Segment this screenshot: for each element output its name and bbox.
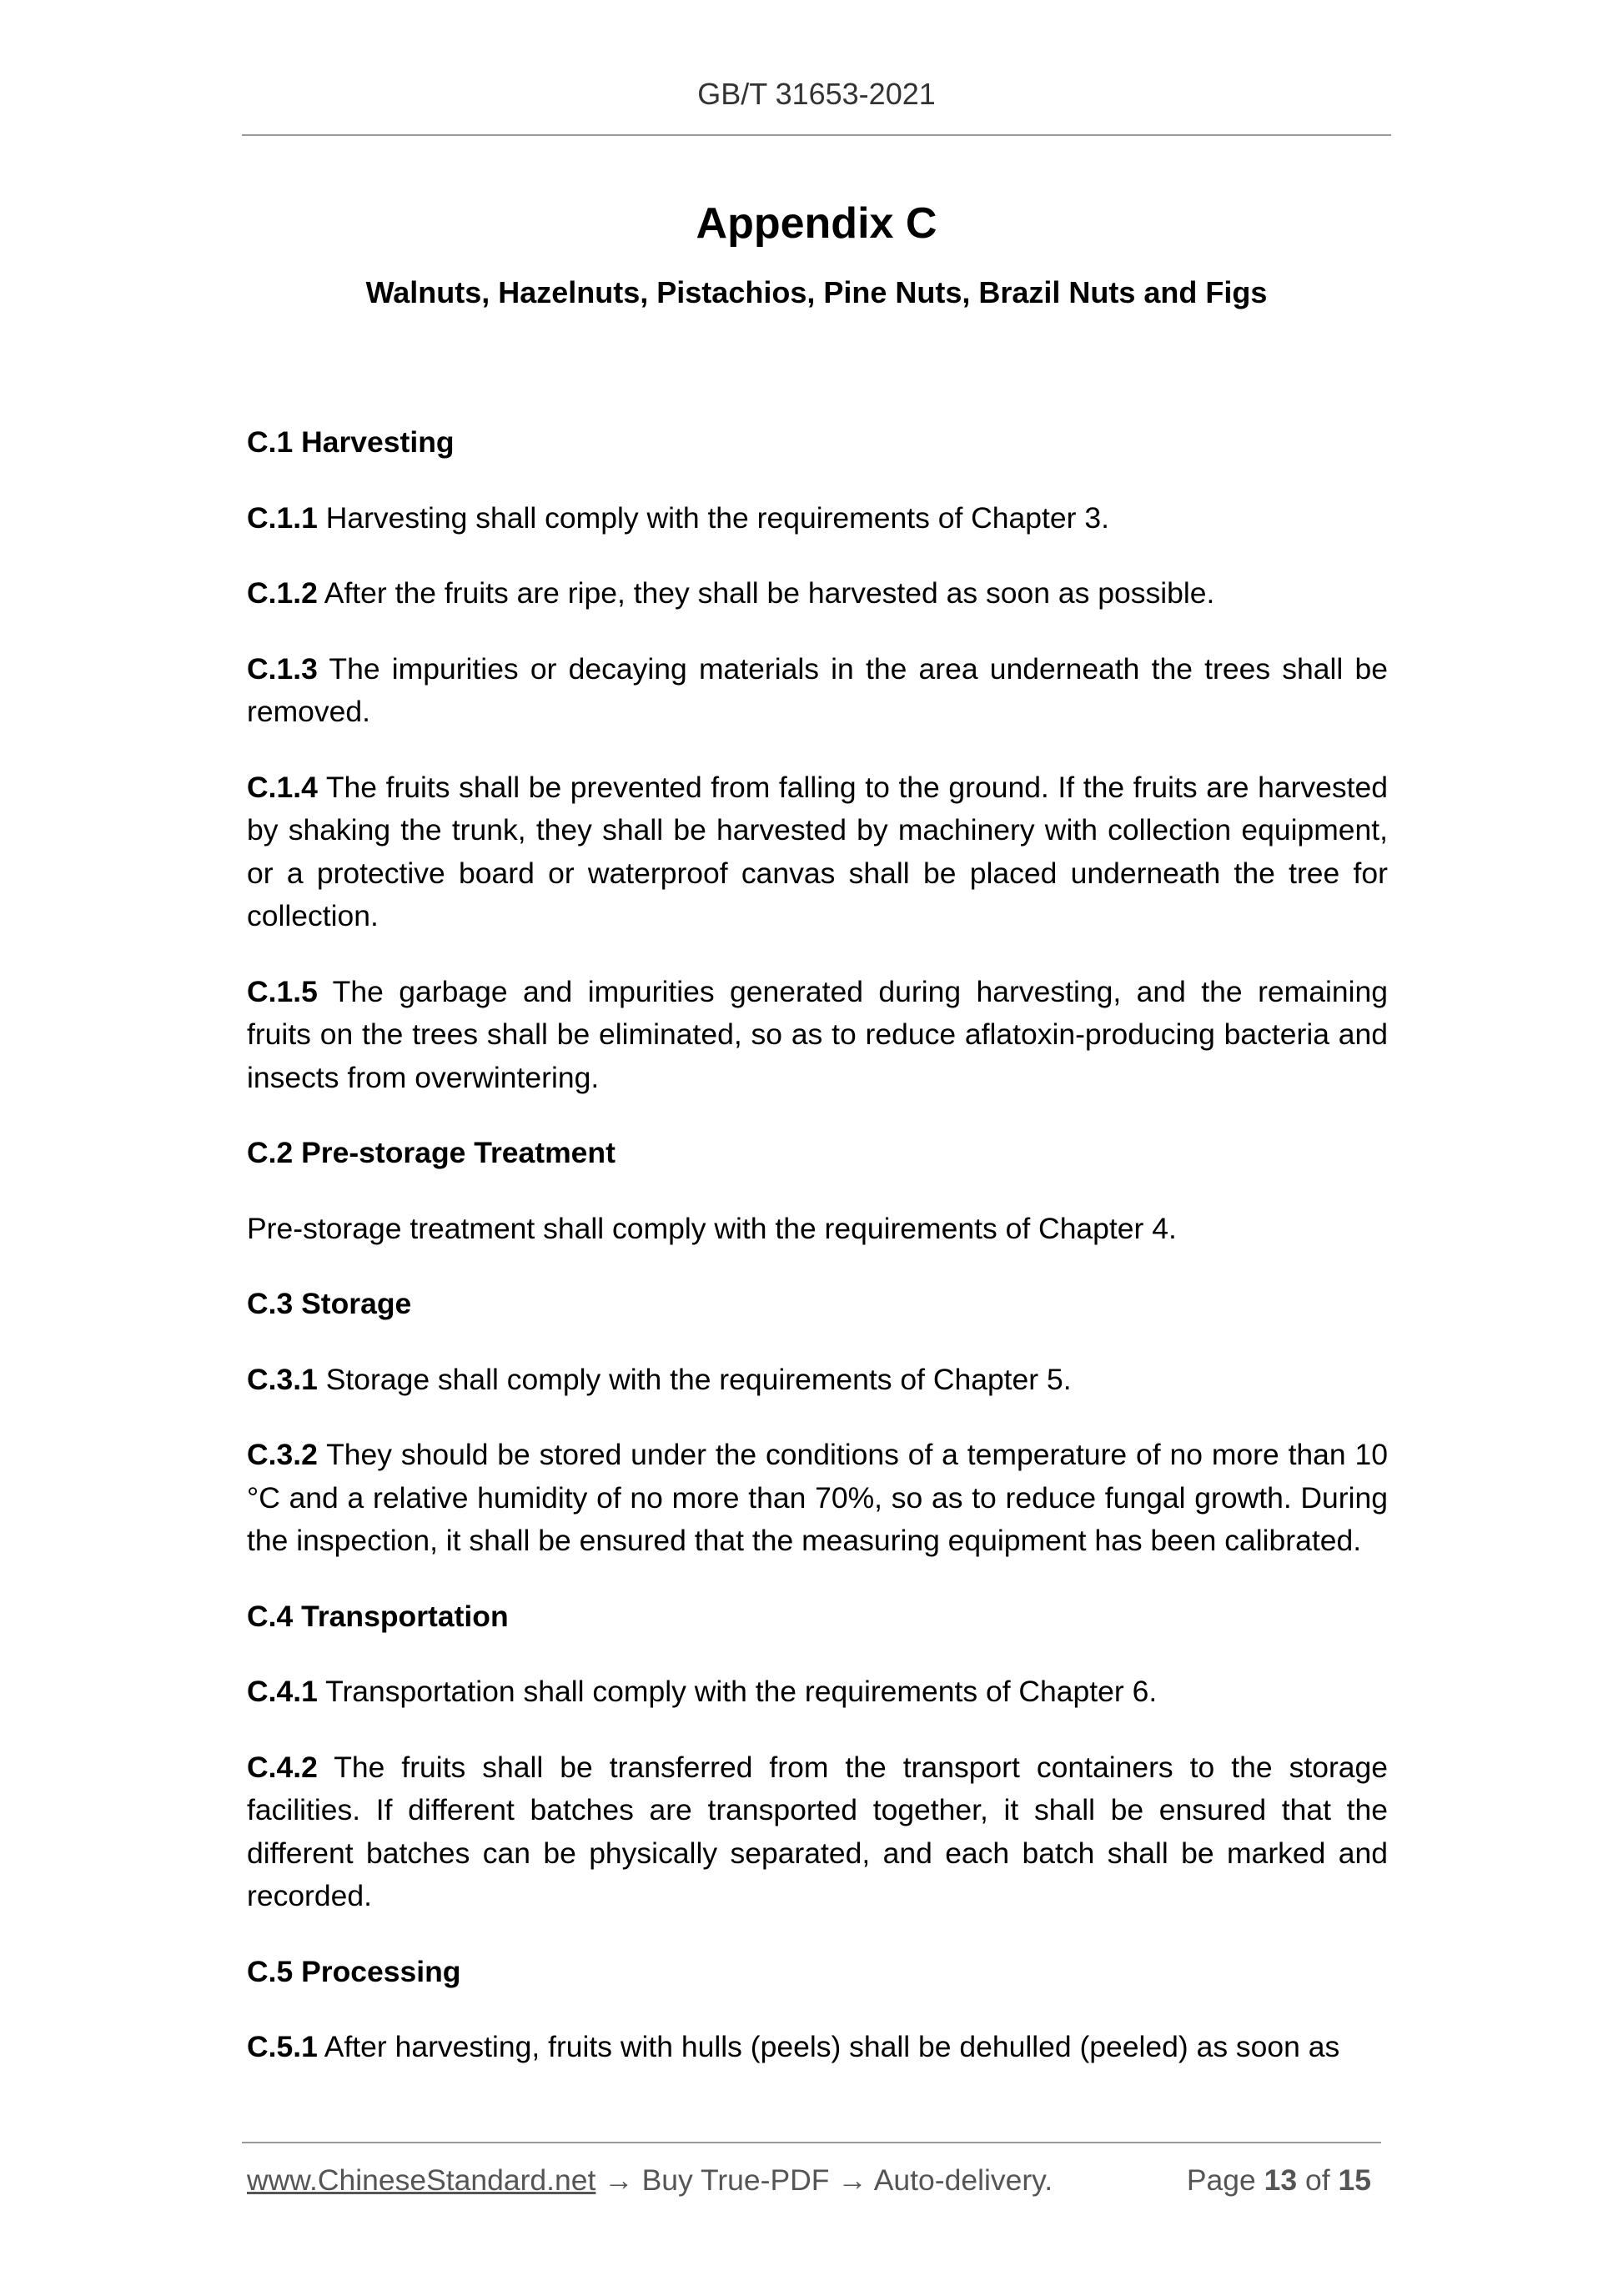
website-link[interactable]: www.ChineseStandard.net	[247, 2163, 596, 2197]
page-header-standard-code: GB/T 31653-2021	[697, 77, 936, 111]
appendix-title: Appendix C	[696, 199, 937, 248]
clause-c1-4	[247, 766, 1388, 938]
appendix-subtitle: Walnuts, Hazelnuts, Pistachios, Pine Nuts, Brazil Nuts and Figs	[365, 275, 1268, 309]
clause-c1-5	[247, 971, 1388, 1100]
section-c2-text: Pre-storage treatment shall comply with the requirements of Chapter 4.	[247, 1211, 1177, 1245]
section-heading-c5: C.5 Processing	[247, 1954, 461, 1988]
clause-text: The fruits shall be prevented from falling to the ground. If the fruits are harvested by shaking the trunk, they shall be harvested by machinery with collection equipment, or a protective board or waterproof canvas shall be placed underneath the tree for collection.	[247, 770, 1388, 932]
clause-number: C.3.1	[247, 1362, 318, 1396]
clause-number: C.1.2	[247, 576, 318, 610]
clause-text: After harvesting, fruits with hulls (peels) shall be dehulled (peeled) as soon as	[317, 2030, 1340, 2063]
footer-promo-text: → Buy True-PDF → Auto-delivery.	[595, 2163, 1053, 2197]
document-body	[247, 421, 1388, 2069]
clause-c3-2	[247, 1434, 1388, 1563]
clause-number: C.1.1	[247, 500, 318, 535]
clause-text: Harvesting shall comply with the requirements of Chapter 3.	[317, 500, 1109, 535]
clause-c5-1	[247, 2026, 1388, 2069]
page-current: 13	[1264, 2163, 1298, 2197]
clause-text: The impurities or decaying materials in the area underneath the trees shall be removed.	[247, 651, 1388, 728]
clause-number: C.3.2	[247, 1438, 318, 1471]
clause-number: C.5.1	[247, 2030, 318, 2063]
clause-text: Storage shall comply with the requirements of Chapter 5.	[317, 1362, 1072, 1396]
clause-c4-2	[247, 1746, 1388, 1918]
section-heading-c2: C.2 Pre-storage Treatment	[247, 1136, 616, 1169]
header-divider	[242, 134, 1391, 136]
clause-number: C.1.3	[247, 651, 318, 686]
clause-number: C.1.4	[247, 770, 318, 804]
clause-c4-1	[247, 1671, 1388, 1714]
page-of-label: of	[1305, 2163, 1330, 2197]
page-footer	[247, 2163, 1383, 2205]
section-heading-c3: C.3 Storage	[247, 1287, 412, 1320]
clause-number: C.1.5	[247, 974, 318, 1008]
page-total: 15	[1338, 2163, 1371, 2197]
section-heading-c4: C.4 Transportation	[247, 1599, 509, 1633]
clause-c1-1	[247, 497, 1388, 540]
footer-divider	[242, 2142, 1381, 2143]
clause-c3-1	[247, 1359, 1388, 1402]
clause-number: C.4.1	[247, 1675, 318, 1708]
page-number	[1187, 2163, 1371, 2198]
footer-promo	[247, 2163, 1053, 2198]
clause-c1-3	[247, 648, 1388, 734]
clause-text: The fruits shall be transferred from the transport containers to the storage facilities. If different batches are transported together, it shall be ensured that the different batches can be physically separated, and each batch shall be marked and recorded.	[247, 1750, 1388, 1912]
clause-text: The garbage and impurities generated during harvesting, and the remaining fruits on the trees shall be eliminated, so as to reduce aflatoxin-producing bacteria and insects from overwintering.	[247, 974, 1388, 1094]
clause-c1-2	[247, 572, 1388, 615]
clause-text: They should be stored under the conditions of a temperature of no more than 10 °C and a relative humidity of no more than 70%, so as to reduce fungal growth. During the inspection, it shall be ensured that the measuring equipment has been calibrated.	[247, 1438, 1388, 1557]
clause-text: After the fruits are ripe, they shall be harvested as soon as possible.	[317, 576, 1215, 610]
page-label: Page	[1186, 2163, 1256, 2197]
clause-number: C.4.2	[247, 1750, 318, 1784]
clause-text: Transportation shall comply with the requirements of Chapter 6.	[317, 1675, 1158, 1708]
section-heading-c1: C.1 Harvesting	[247, 425, 455, 459]
